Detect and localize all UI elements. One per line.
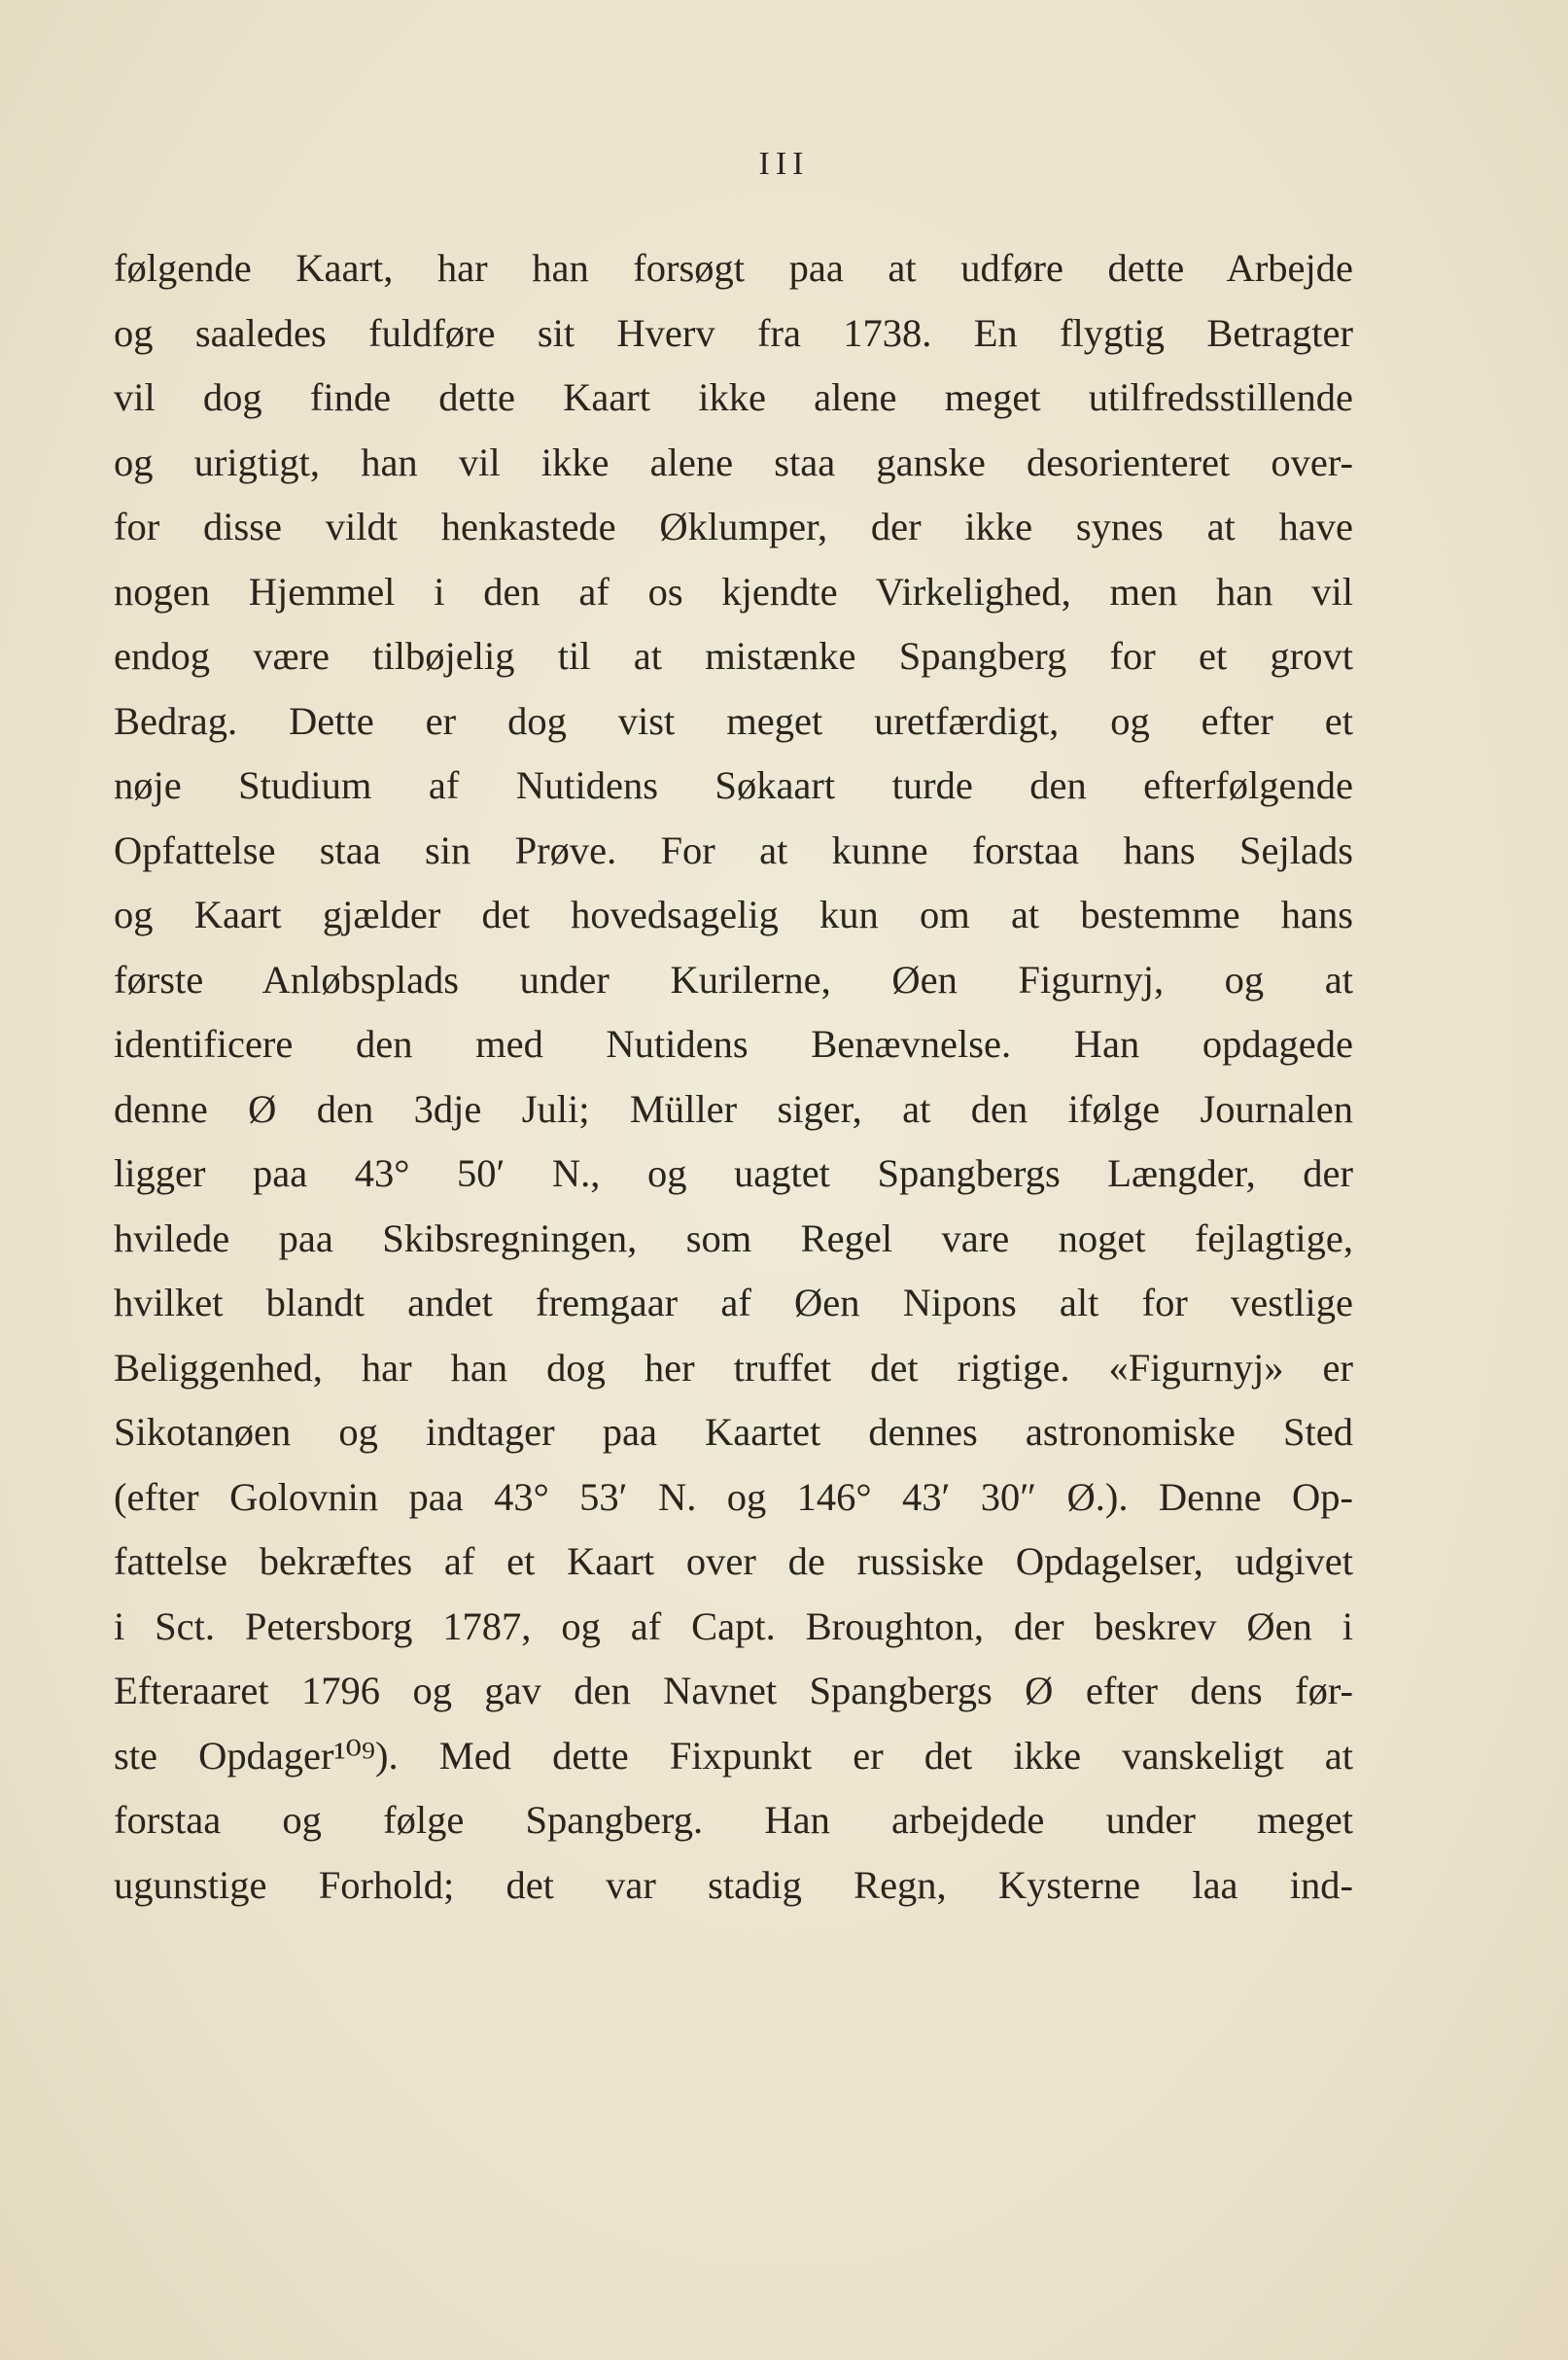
- text-line: Sikotanøen og indtager paa Kaartet dennes astronomiske Sted: [114, 1410, 1353, 1454]
- text-line: og Kaart gjælder det hovedsagelig kun om at bestemme hans: [114, 893, 1353, 936]
- text-line: nogen Hjemmel i den af os kjendte Virkelighed, men han vil: [114, 569, 1353, 614]
- text-line: fattelse bekræftes af et Kaart over de russiske Opdagelser, udgivet: [114, 1539, 1353, 1583]
- text-line: (efter Golovnin paa 43° 53′ N. og 146° 43′ 30″ Ø.). Denne Op-: [114, 1474, 1353, 1519]
- text-line: identificere den med Nutidens Benævnelse. Han opdagede: [114, 1022, 1353, 1066]
- text-line: og saaledes fuldføre sit Hverv fra 1738. En flygtig Betragter: [114, 310, 1353, 355]
- text-line: ugunstige Forhold; det var stadig Regn, Kysterne laa ind-: [114, 1862, 1353, 1907]
- text-line: Opfattelse staa sin Prøve. For at kunne forstaa hans Sejlads: [114, 828, 1353, 872]
- text-line: ste Opdager¹⁰⁹). Med dette Fixpunkt er det ikke vanskeligt at: [114, 1733, 1353, 1778]
- text-line: hvilket blandt andet fremgaar af Øen Nipons alt for vestlige: [114, 1281, 1353, 1324]
- text-line: Beliggenhed, har han dog her truffet det rigtige. «Figurnyj» er: [114, 1345, 1353, 1390]
- body-text: [114, 236, 1353, 1918]
- text-line: nøje Studium af Nutidens Søkaart turde den efterfølgende: [114, 763, 1353, 807]
- text-line: vil dog finde dette Kaart ikke alene meget utilfredsstillende: [114, 375, 1353, 419]
- text-line: ligger paa 43° 50′ N., og uagtet Spangbergs Længder, der: [114, 1151, 1353, 1195]
- text-line: Bedrag. Dette er dog vist meget uretfærdigt, og efter et: [114, 698, 1353, 743]
- text-line: følgende Kaart, har han forsøgt paa at udføre dette Arbejde: [114, 246, 1353, 290]
- text-line: for disse vildt henkastede Øklumper, der ikke synes at have: [114, 505, 1353, 548]
- text-line: endog være tilbøjelig til at mistænke Spangberg for et grovt: [114, 634, 1353, 678]
- text-line: og urigtigt, han vil ikke alene staa ganske desorienteret over-: [114, 440, 1353, 484]
- text-line: hvilede paa Skibsregningen, som Regel vare noget fejlagtige,: [114, 1215, 1353, 1260]
- text-line: forstaa og følge Spangberg. Han arbejdede under meget: [114, 1798, 1353, 1842]
- text-line: første Anløbsplads under Kurilerne, Øen Figurnyj, og at: [114, 957, 1353, 1002]
- text-line: Efteraaret 1796 og gav den Navnet Spangbergs Ø efter dens før-: [114, 1669, 1353, 1712]
- text-line: i Sct. Petersborg 1787, og af Capt. Broughton, der beskrev Øen i: [114, 1603, 1353, 1648]
- page-number: III: [758, 146, 810, 182]
- text-line: denne Ø den 3dje Juli; Müller siger, at den ifølge Journalen: [114, 1086, 1353, 1131]
